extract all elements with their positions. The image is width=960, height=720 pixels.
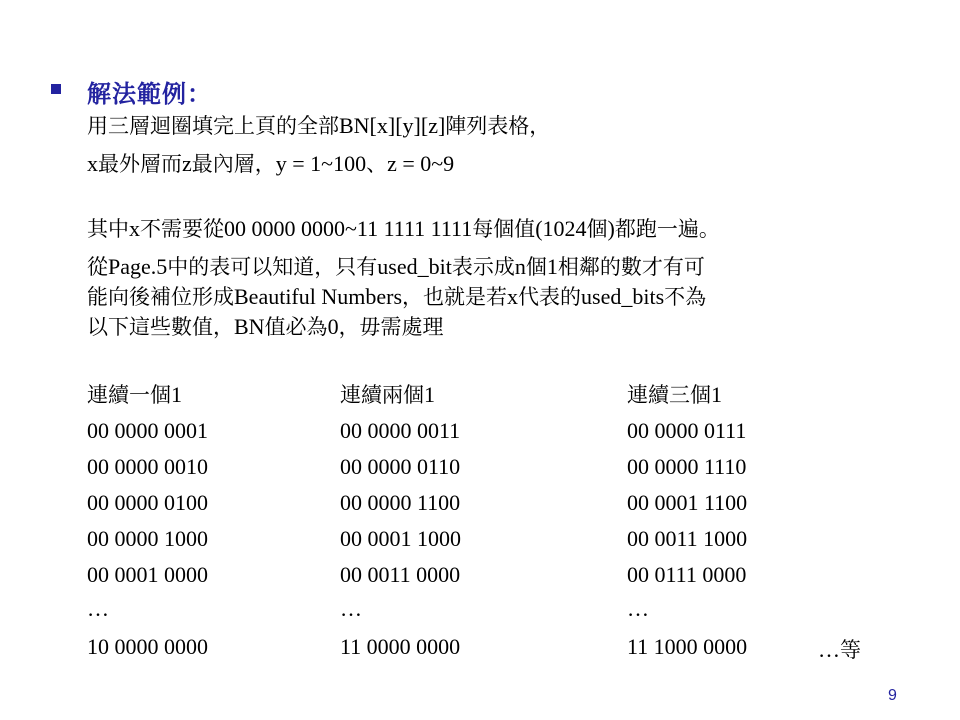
text: n <box>514 254 526 279</box>
text: Page.5 <box>108 254 168 279</box>
para2-line1 <box>87 218 720 240</box>
table-cell: 10 0000 0000 <box>87 634 208 659</box>
text: 連續三個 <box>627 383 711 407</box>
text: ，毋需處理 <box>338 315 444 339</box>
text: 陣列表格， <box>445 114 551 138</box>
text: used_bit <box>377 254 452 279</box>
slide-heading: 解法範例： <box>87 80 212 108</box>
text: (1024 <box>535 216 587 241</box>
text: 不需要從 <box>140 217 224 241</box>
text: 個 <box>586 217 608 241</box>
text: ) <box>607 216 615 241</box>
text: 每個值 <box>472 217 536 241</box>
text: x <box>129 216 140 241</box>
table-cell: 00 0001 0000 <box>87 562 208 587</box>
text: 以下這些數值， <box>87 315 234 339</box>
text: 都跑一遍。 <box>614 217 720 241</box>
column-header-one <box>87 379 182 409</box>
para2-line3 <box>87 286 706 308</box>
table-cell: … <box>87 596 109 621</box>
text: 1 <box>546 254 558 279</box>
text: used_bits <box>581 284 665 309</box>
page-number: 9 <box>888 687 897 704</box>
text: BN[x][y][z] <box>339 113 446 138</box>
para2-line2 <box>87 256 705 278</box>
text: z <box>182 151 192 176</box>
table-cell: 00 0011 0000 <box>340 562 461 587</box>
table-cell: 00 0000 0001 <box>87 418 208 443</box>
text: 連續一個 <box>87 383 171 407</box>
table-cell: … <box>340 596 362 621</box>
table-cell: 00 0011 1000 <box>627 526 748 551</box>
text: 等 <box>840 638 861 662</box>
table-cell: 00 0000 0010 <box>87 454 208 479</box>
text: 1 <box>711 382 722 407</box>
text: … <box>818 637 840 662</box>
para1-line1 <box>87 115 550 137</box>
text: 不為 <box>664 285 707 309</box>
text: 個 <box>525 255 547 279</box>
text: 能向後補位形成 <box>87 285 234 309</box>
table-cell: 00 0001 1000 <box>340 526 461 551</box>
text: 用三層迴圈填完上頁的全部 <box>87 114 339 138</box>
table-cell: 00 0111 0000 <box>627 562 747 587</box>
text: 中的表可以知道，只有 <box>167 255 378 279</box>
text: y = 1~100 <box>275 151 367 176</box>
text: 從 <box>87 255 108 279</box>
table-cell: 00 0000 0111 <box>627 418 747 443</box>
table-cell: 11 0000 0000 <box>340 634 461 659</box>
para1-line2 <box>87 153 454 175</box>
text: Beautiful Numbers <box>234 284 403 309</box>
text: ，也就是若 <box>402 285 508 309</box>
table-cell: 00 0000 0011 <box>340 418 461 443</box>
text: x <box>507 284 519 309</box>
text: 1 <box>171 382 182 407</box>
text: 其中 <box>87 217 129 241</box>
text: 代表的 <box>518 285 582 309</box>
table-cell: 00 0000 1100 <box>340 490 461 515</box>
table-cell: 00 0000 0100 <box>87 490 208 515</box>
text: BN <box>234 314 265 339</box>
table-cell: 11 1000 0000 <box>627 634 748 659</box>
text: 00 0000 0000~11 1111 1111 <box>224 216 473 241</box>
text: 值必為 <box>264 315 328 339</box>
text: 表示成 <box>451 255 515 279</box>
text: z = 0~9 <box>387 151 455 176</box>
text: 、 <box>366 152 388 176</box>
table-cell: 00 0001 1100 <box>627 490 748 515</box>
text: x <box>87 151 98 176</box>
para2-line4 <box>87 316 444 338</box>
text: 最外層而 <box>98 152 182 176</box>
text: 0 <box>327 314 339 339</box>
column-header-two <box>340 379 435 409</box>
text: 最內層， <box>191 152 276 176</box>
column-header-three <box>627 379 722 409</box>
etc-note <box>818 634 861 664</box>
table-cell: 00 0000 0110 <box>340 454 461 479</box>
bullet-square-icon <box>51 84 61 94</box>
text: 1 <box>424 382 435 407</box>
table-cell: 00 0000 1110 <box>627 454 747 479</box>
text: 連續兩個 <box>340 383 424 407</box>
text: 相鄰的數才有可 <box>557 255 705 279</box>
table-cell: 00 0000 1000 <box>87 526 208 551</box>
table-cell: … <box>627 596 649 621</box>
